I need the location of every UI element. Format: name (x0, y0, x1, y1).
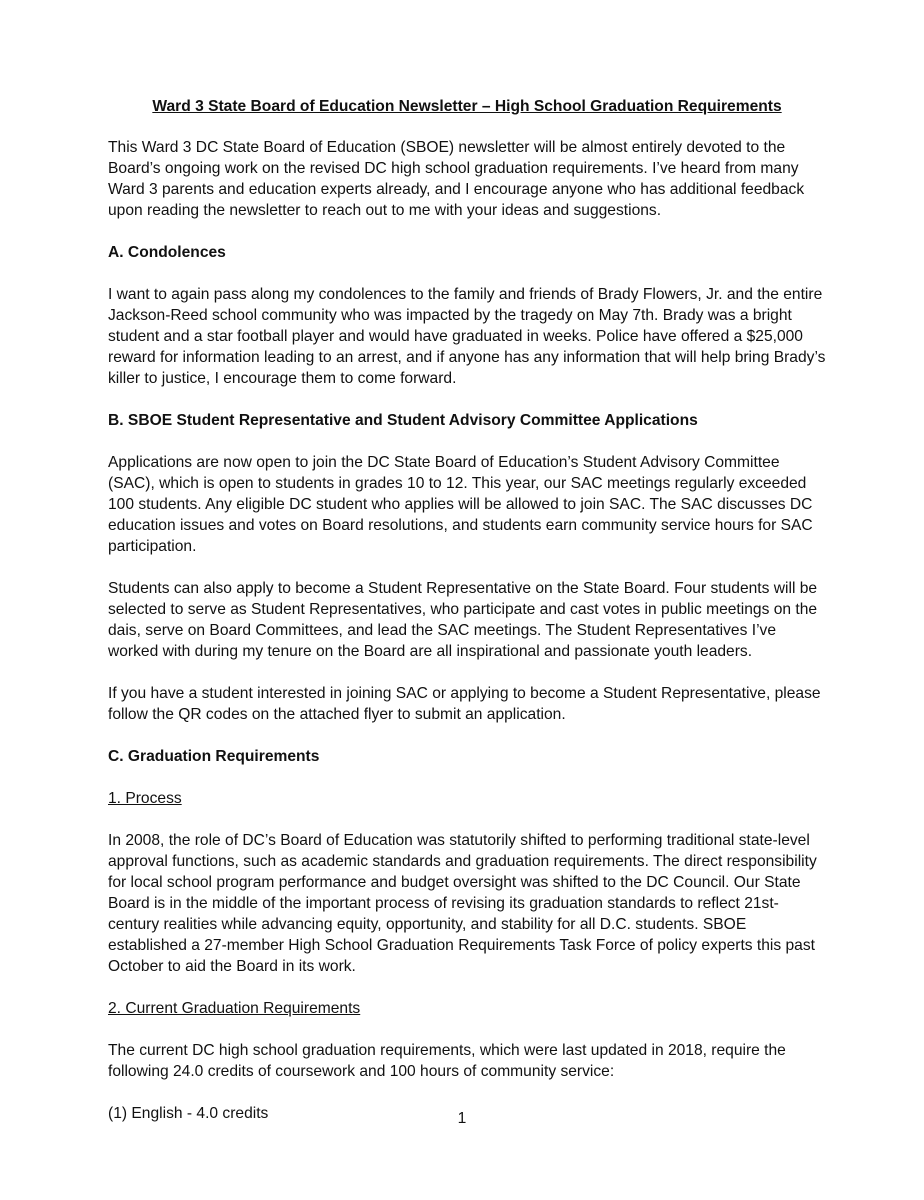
current-requirements-paragraph: The current DC high school graduation requirements, which were last updated in 2018, require the following 24.0 credits of coursework and 100 hours of community service: (108, 1042, 786, 1080)
sac-paragraph: Applications are now open to join the DC State Board of Education’s Student Advisory Committee (SAC), which is open to students in grades 10 to 12. This year, our SAC meetings regularly exceeded 100 students. Any eligible DC student who applies will be allowed to join SAC. The SAC discusses DC education issues and votes on Board resolutions, and students earn community service hours for SAC participation. (108, 454, 813, 555)
apply-paragraph: If you have a student interested in joining SAC or applying to become a Student Representative, please follow the QR codes on the attached flyer to submit an application. (108, 685, 821, 723)
process-subheading: 1. Process (108, 790, 182, 807)
document-page (108, 96, 826, 1124)
condolences-paragraph: I want to again pass along my condolences to the family and friends of Brady Flowers, Jr. and the entire Jackson-Reed school community who was impacted by the tragedy on May 7th. Brady was a bright student and a star football player and would have graduated in weeks. Police have offered a $25,000 reward for information leading to an arrest, and if anyone has any information that will help bring Brady’s killer to justice, I encourage them to come forward. (108, 286, 826, 387)
section-a-heading: A. Condolences (108, 244, 226, 261)
student-rep-paragraph: Students can also apply to become a Student Representative on the State Board. Four students will be selected to serve as Student Representatives, who participate and cast votes in public meetings on the dais, serve on Board Committees, and lead the SAC meetings. The Student Representatives I’ve worked with during my tenure on the Board are all inspirational and passionate youth leaders. (108, 580, 818, 660)
page-number: 1 (457, 1110, 467, 1127)
current-requirements-subheading: 2. Current Graduation Requirements (108, 1000, 361, 1017)
process-paragraph: In 2008, the role of DC’s Board of Education was statutorily shifted to performing traditional state-level approval functions, such as academic standards and graduation requirements. The direct responsibility for local school program performance and budget oversight was shifted to the DC Council. Our State Board is in the middle of the important process of revising its graduation standards to reflect 21st-century realities while advancing equity, opportunity, and stability for all D.C. students. SBOE established a 27-member High School Graduation Requirements Task Force of policy experts this past October to aid the Board in its work. (108, 832, 817, 975)
section-c-heading: C. Graduation Requirements (108, 748, 320, 765)
newsletter-title: Ward 3 State Board of Education Newsletter – High School Graduation Requirements (152, 98, 782, 115)
intro-paragraph: This Ward 3 DC State Board of Education (SBOE) newsletter will be almost entirely devoted to the Board’s ongoing work on the revised DC high school graduation requirements. I’ve heard from many Ward 3 parents and education experts already, and I encourage anyone who has additional feedback upon reading the newsletter to reach out to me with your ideas and suggestions. (108, 139, 805, 219)
section-b-heading: B. SBOE Student Representative and Student Advisory Committee Applications (108, 412, 698, 429)
requirement-item-english: (1) English - 4.0 credits (108, 1105, 269, 1122)
